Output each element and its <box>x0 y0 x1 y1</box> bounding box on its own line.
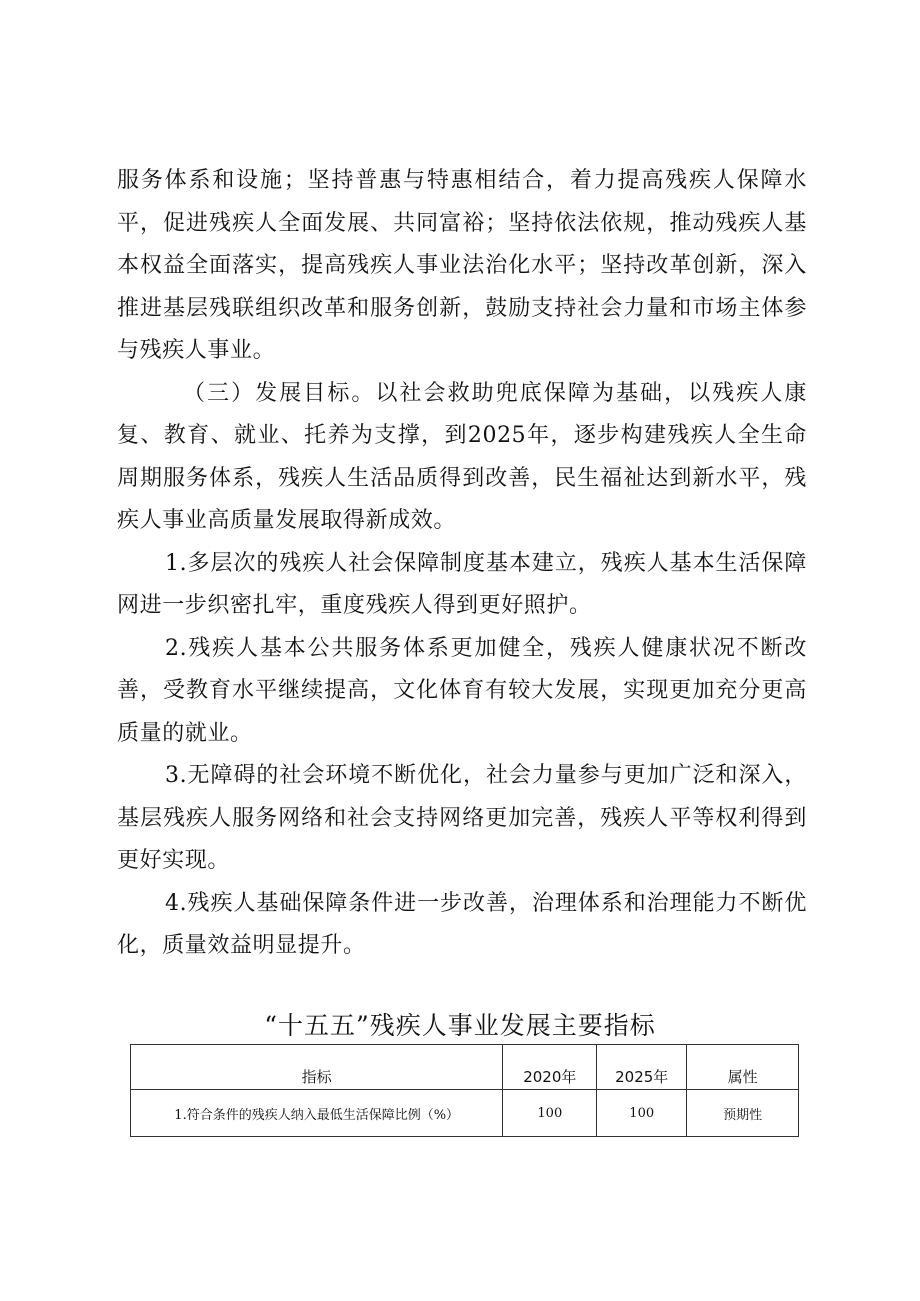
table-header-row <box>131 1045 799 1090</box>
paragraph-goal-1: 1.多层次的残疾人社会保障制度基本建立，残疾人基本生活保障网进一步织密扎牢，重度残疾人得到更好照护。 <box>117 550 807 618</box>
header-attribute: 属性 <box>687 1045 799 1090</box>
body-text <box>117 160 807 968</box>
cell-attribute: 预期性 <box>687 1090 799 1137</box>
header-2025: 2025年 <box>597 1045 687 1090</box>
table-row <box>131 1090 799 1137</box>
table-title: “十五五”残疾人事业发展主要指标 <box>264 1011 656 1040</box>
cell-2020: 100 <box>503 1090 597 1137</box>
paragraph-goal-3: 3.无障碍的社会环境不断优化，社会力量参与更加广泛和深入，基层残疾人服务网络和社会支持网络更加完善，残疾人平等权利得到更好实现。 <box>117 763 807 873</box>
cell-indicator: 1.符合条件的残疾人纳入最低生活保障比例（%） <box>131 1090 503 1137</box>
paragraph-goal-2: 2.残疾人基本公共服务体系更加健全，残疾人健康状况不断改善，受教育水平继续提高，文化体育有较大发展，实现更加充分更高质量的就业。 <box>117 635 807 746</box>
paragraph-development-goals: （三）发展目标。以社会救助兜底保障为基础，以残疾人康复、教育、就业、托养为支撑，到2025年，逐步构建残疾人全生命周期服务体系，残疾人生活品质得到改善，民生福祉达到新水平，残疾人事业高质量发展取得新成效。 <box>117 380 807 533</box>
cell-2025: 100 <box>597 1090 687 1137</box>
paragraph-principles: 服务体系和设施；坚持普惠与特惠相结合，着力提高残疾人保障水平，促进残疾人全面发展、共同富裕；坚持依法依规，推动残疾人基本权益全面落实，提高残疾人事业法治化水平；坚持改革创新，深入推进基层残联组织改革和服务创新，鼓励支持社会力量和市场主体参与残疾人事业。 <box>117 168 807 363</box>
header-2020: 2020年 <box>503 1045 597 1090</box>
header-indicator: 指标 <box>131 1045 503 1090</box>
paragraph-goal-4: 4.残疾人基础保障条件进一步改善，治理体系和治理能力不断优化，质量效益明显提升。 <box>117 890 807 958</box>
indicator-table <box>130 1044 799 1137</box>
